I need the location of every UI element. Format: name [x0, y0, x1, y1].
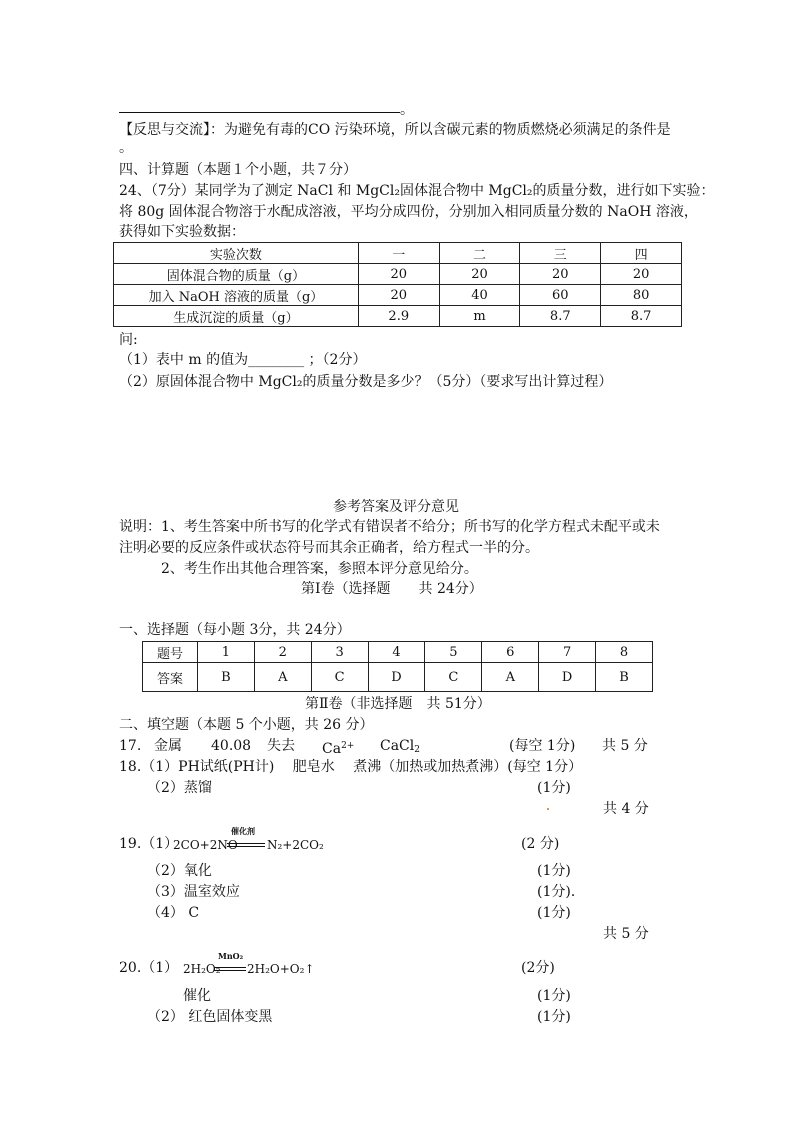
note-2: 2、考生作出其他合理答案，参照本评分意见给分。 — [161, 561, 478, 577]
table-cell: 20 — [520, 264, 601, 285]
table-row — [114, 285, 682, 306]
choice-answer-table — [142, 641, 653, 692]
table-cell: 8.7 — [601, 306, 682, 327]
q18-total: 共 4 分 — [603, 801, 649, 817]
blank-end-mark: 。 — [400, 102, 414, 118]
q18-part2-score: (1分) — [537, 780, 571, 796]
q19-part1-score: (2 分) — [521, 836, 560, 852]
table-cell: 2.9 — [358, 306, 439, 327]
table-header-cell: 三 — [520, 243, 601, 264]
table-header-cell: 二 — [439, 243, 520, 264]
experiment-data-table — [113, 242, 682, 327]
table-cell: 3 — [311, 642, 368, 663]
fill-section-title: 二、填空题（本题 5 个小题，共 26 分） — [119, 717, 374, 733]
q24-line2: 将 80g 固体混合物溶于水配成溶液，平均分成四份，分别加入相同质量分数的 NaOH 溶液， — [119, 204, 698, 220]
table-cell: A — [482, 663, 539, 692]
q19-part3: （3）温室效应 — [147, 884, 240, 900]
table-cell: B — [197, 663, 254, 692]
question-ask: 问: — [119, 332, 138, 348]
table-cell: 8 — [596, 642, 653, 663]
table-cell: D — [368, 663, 425, 692]
q24-part1: （1）表中 m 的值为________ ；（2分） — [119, 352, 367, 368]
table-cell: 固体混合物的质量（g） — [114, 264, 359, 285]
table-header-cell: 题号 — [143, 642, 198, 663]
q20-part1-score: (2分) — [521, 960, 555, 976]
table-cell: 20 — [439, 264, 520, 285]
table-row — [114, 306, 682, 327]
q20-label: 20.（1） — [119, 960, 179, 976]
table-cell: 1 — [197, 642, 254, 663]
q17-answer-lose: 失去 — [267, 738, 295, 754]
table-cell: m — [439, 306, 520, 327]
q19-label: 19.（1） — [119, 836, 179, 852]
reaction-equals-sign — [214, 967, 246, 971]
table-cell: 8.7 — [520, 306, 601, 327]
q24-line3: 获得如下实验数据： — [119, 224, 245, 240]
q19-part4: （4） C — [147, 905, 200, 921]
q20-catalyst-label: MnO₂ — [218, 951, 244, 961]
table-cell: 60 — [520, 285, 601, 306]
reaction-equals-sign — [227, 843, 265, 847]
q19-part2-score: (1分) — [537, 863, 571, 879]
table-cell: 6 — [482, 642, 539, 663]
q18-part2: （2）蒸馏 — [147, 780, 212, 796]
note-1b: 注明必要的反应条件或状态符号而其余正确者，给方程式一半的分。 — [119, 540, 539, 556]
q20-part2-score: (1分) — [537, 1009, 571, 1025]
q17-number: 17. — [119, 738, 142, 754]
part1-title: 第Ⅰ卷（选择题 共 24分） — [301, 581, 483, 597]
q24-line1: 24、（7分）某同学为了测定 NaCl 和 MgCl₂固体混合物中 MgCl₂的质量分数，进行如下实验： — [119, 183, 715, 199]
table-cell: 2 — [254, 642, 311, 663]
table-cell: D — [539, 663, 596, 692]
table-cell: 生成沉淀的质量（g） — [114, 306, 359, 327]
table-header-cell: 一 — [358, 243, 439, 264]
table-cell: 20 — [358, 264, 439, 285]
table-cell: C — [311, 663, 368, 692]
q20-part2: （2） 红色固体变黑 — [147, 1009, 273, 1025]
table-row — [143, 642, 653, 663]
table-header-cell: 实验次数 — [114, 243, 359, 264]
q19-part3-score: (1分)． — [537, 884, 585, 900]
table-cell: 20 — [358, 285, 439, 306]
table-cell: C — [425, 663, 482, 692]
table-cell: 20 — [601, 264, 682, 285]
table-cell: 加入 NaOH 溶液的质量（g） — [114, 285, 359, 306]
q18-line1: 18.（1）PH试纸(PH计) 肥皂水 煮沸（加热或加热煮沸）(每空 1分） — [119, 759, 583, 775]
q17-total: 共 5 分 — [602, 738, 648, 754]
stray-dot — [547, 808, 549, 810]
compound-symbol: CaCl — [380, 738, 415, 754]
table-cell: 40 — [439, 285, 520, 306]
ion-symbol: Ca — [322, 741, 342, 757]
table-cell: 80 — [601, 285, 682, 306]
q24-part2: （2）原固体混合物中 MgCl₂的质量分数是多少？（5分）（要求写出计算过程） — [119, 374, 613, 390]
q19-part4-score: (1分) — [537, 905, 571, 921]
choice-section-title: 一、选择题（每小题 3分，共 24分） — [119, 622, 351, 638]
q17-answer-mass: 40.08 — [211, 738, 252, 754]
q19-equation-left: 2CO+2NO — [173, 838, 238, 852]
q19-catalyst-label: 催化剂 — [231, 826, 255, 836]
q20-part1b: 催化 — [183, 988, 211, 1004]
q19-part2: （2）氧化 — [147, 863, 212, 879]
table-header-cell: 四 — [601, 243, 682, 264]
table-cell: 7 — [539, 642, 596, 663]
q17-score: (每空 1分) — [509, 738, 576, 754]
q20-equation-right: 2H₂O+O₂↑ — [247, 962, 315, 976]
table-row — [143, 663, 653, 692]
q20-equation-left: 2H₂O₂ — [183, 962, 221, 976]
q19-equation-right: N₂+2CO₂ — [267, 838, 324, 852]
table-header-cell: 答案 — [143, 663, 198, 692]
table-cell: B — [596, 663, 653, 692]
section4-title: 四、计算题（本题１个小题，共７分） — [119, 162, 357, 178]
table-header-row — [114, 243, 682, 264]
q17-answer-ion — [322, 736, 354, 759]
table-cell: 4 — [368, 642, 425, 663]
ion-charge: 2+ — [341, 741, 355, 751]
answer-blank-line — [119, 112, 400, 113]
q17-answer-metal: 金属 — [154, 738, 182, 754]
part2-title: 第Ⅱ卷（非选择题 共 51分） — [305, 696, 491, 712]
note-1a: 说明：1、考生答案中所书写的化学式有错误者不给分；所书写的化学方程式未配平或未 — [119, 519, 660, 535]
answers-title: 参考答案及评分意见 — [333, 499, 459, 515]
reflection-text: 【反思与交流】：为避免有毒的CO 污染环境，所以含碳元素的物质燃烧必须满足的条件是 — [119, 122, 671, 138]
table-row — [114, 264, 682, 285]
reflection-tail: 。 — [119, 140, 133, 156]
table-cell: 5 — [425, 642, 482, 663]
q19-total: 共 5 分 — [603, 926, 649, 942]
q20-part1b-score: (1分) — [537, 988, 571, 1004]
compound-subscript: 2 — [414, 745, 420, 755]
table-cell: A — [254, 663, 311, 692]
